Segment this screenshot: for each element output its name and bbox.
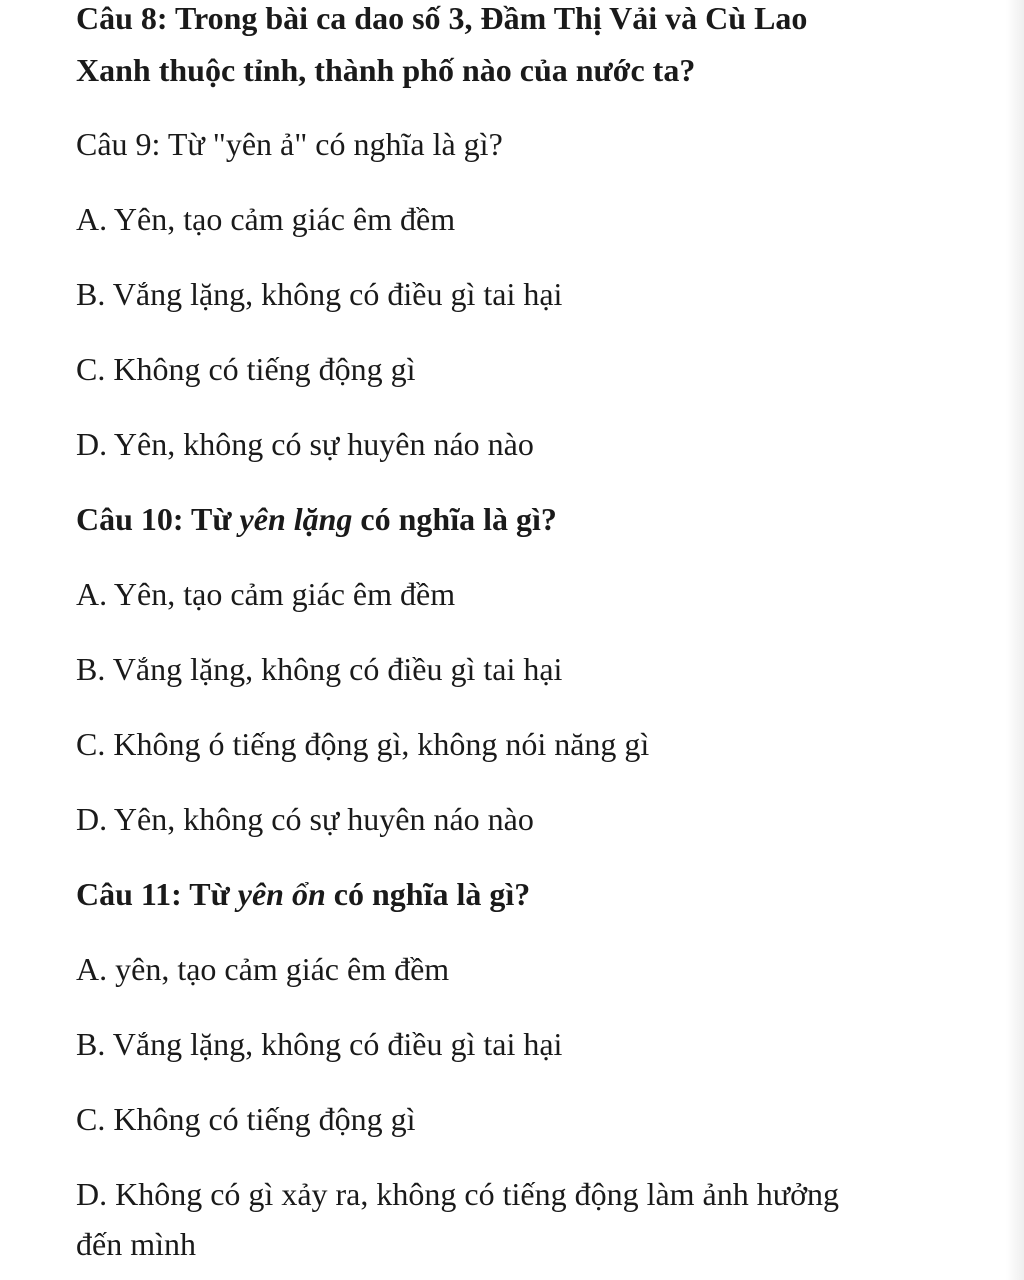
question-10-option-c: C. Không ó tiếng động gì, không nói năng gì [76, 726, 650, 762]
question-9: Câu 9: Từ "yên ả" có nghĩa là gì? [76, 126, 503, 162]
question-8-text-part-1: Trong bài ca dao số 3, Đầm Thị Vải và Cù Lao [167, 0, 808, 36]
question-11-option-b: B. Vắng lặng, không có điều gì tai hại [76, 1026, 563, 1062]
question-9-option-c: C. Không có tiếng động gì [76, 351, 416, 387]
question-10-option-a: A. Yên, tạo cảm giác êm đềm [76, 576, 456, 612]
question-10-option-d: D. Yên, không có sự huyên náo nào [76, 801, 534, 837]
question-11 [76, 874, 976, 914]
question-10-option-b: B. Vắng lặng, không có điều gì tai hại [76, 651, 563, 687]
question-10-suffix: có nghĩa là gì? [352, 501, 557, 537]
question-11-option-d: D. Không có gì xảy ra, không có tiếng động làm ảnh hưởng [76, 1176, 840, 1212]
question-11-term: yên ổn [237, 876, 326, 912]
question-11-suffix: có nghĩa là gì? [325, 876, 531, 912]
page-edge-shadow [1006, 0, 1024, 1280]
question-10-term: yên lặng [239, 501, 353, 537]
question-8-line-2: Xanh thuộc tỉnh, thành phố nào của nước ta? [76, 52, 696, 88]
question-10 [76, 499, 976, 539]
question-11-option-a: A. yên, tạo cảm giác êm đềm [76, 951, 450, 987]
question-11-option-d-continuation: đến mình [76, 1226, 196, 1262]
question-9-option-b: B. Vắng lặng, không có điều gì tai hại [76, 276, 563, 312]
question-8-label: Câu 8: [76, 0, 168, 36]
question-11-option-c: C. Không có tiếng động gì [76, 1101, 416, 1137]
question-8-line-1 [76, 0, 976, 38]
question-11-prefix: Câu 11: Từ [76, 876, 238, 912]
question-9-option-d: D. Yên, không có sự huyên náo nào [76, 426, 534, 462]
question-10-prefix: Câu 10: Từ [76, 501, 240, 537]
question-9-option-a: A. Yên, tạo cảm giác êm đềm [76, 201, 456, 237]
